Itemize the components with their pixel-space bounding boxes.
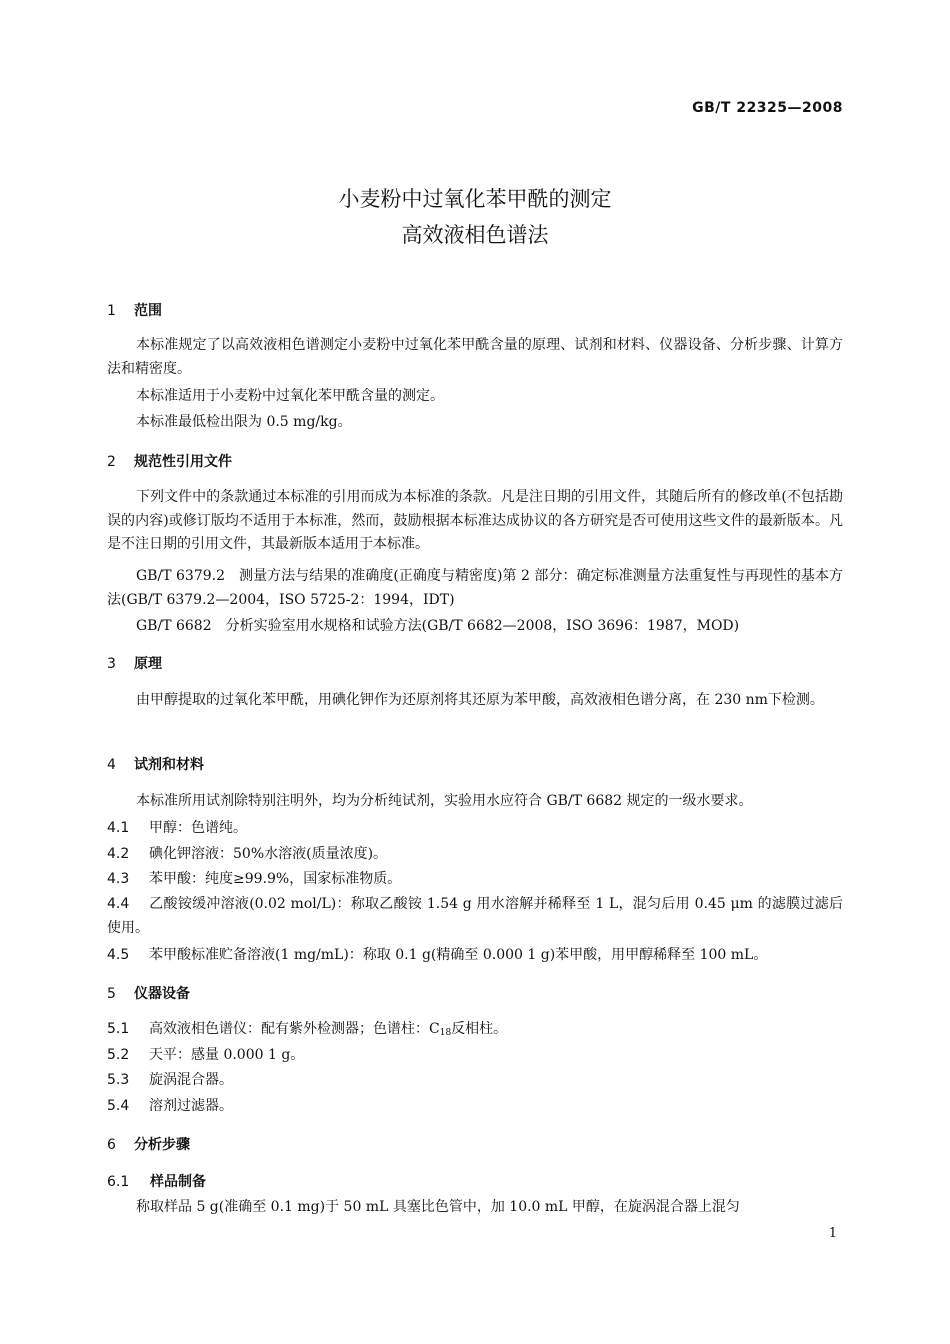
clause-number: 4.2 <box>107 846 130 862</box>
section-1-paragraph-2: 本标准适用于小麦粉中过氧化苯甲酰含量的测定。 <box>136 388 444 404</box>
clause-text: 碘化钾溶液：50%水溶液(质量浓度)。 <box>149 846 388 862</box>
clause-text: 苯甲酸标准贮备溶液(1 mg/mL)：称取 0.1 g(精确至 0.000 1 g)苯甲酸，用甲醇稀释至 100 mL。 <box>149 947 768 963</box>
section-6-1-paragraph-1: 称取样品 5 g(准确至 0.1 mg)于 50 mL 具塞比色管中，加 10.0 mL 甲醇，在旋涡混合器上混匀 <box>136 1199 740 1215</box>
clause-number: 5.2 <box>107 1047 130 1063</box>
section-1-heading <box>107 301 843 321</box>
clause-5-1 <box>107 1018 843 1046</box>
standard-code: GB/T 22325—2008 <box>692 100 843 116</box>
section-3-paragraph-1: 由甲醇提取的过氧化苯甲酰，用碘化钾作为还原剂将其还原为苯甲酸，高效液相色谱分离，在 230 nm下检测。 <box>136 692 824 708</box>
section-title: 规范性引用文件 <box>134 454 232 470</box>
clause-text: 甲醇：色谱纯。 <box>149 820 247 836</box>
clause-text: 天平：感量 0.000 1 g。 <box>149 1047 305 1063</box>
section-2-heading <box>107 452 843 472</box>
section-number: 4 <box>107 757 116 773</box>
section-4-paragraph-1: 本标准所用试剂除特别注明外，均为分析纯试剂，实验用水应符合 GB/T 6682 规定的一级水要求。 <box>136 793 753 809</box>
normative-reference-2: GB/T 6682 分析实验室用水规格和试验方法(GB/T 6682—2008，ISO 3696：1987，MOD) <box>136 618 740 634</box>
clause-5-3 <box>107 1069 843 1093</box>
clause-number: 4.5 <box>107 947 130 963</box>
clause-text: 旋涡混合器。 <box>149 1072 233 1088</box>
section-3-heading <box>107 654 843 674</box>
section-number: 1 <box>107 303 116 319</box>
title-line-1: 小麦粉中过氧化苯甲酰的测定 <box>338 187 612 211</box>
clause-4-2 <box>107 843 843 867</box>
clause-text: 高效液相色谱仪：配有紫外检测器；色谱柱：C <box>149 1021 440 1037</box>
normative-reference-1: GB/T 6379.2 测量方法与结果的准确度(正确度与精密度)第 2 部分：确定标准测量方法重复性与再现性的基本方法(GB/T 6379.2—2004，ISO 5725-2：1994，IDT) <box>107 568 843 608</box>
subscript-18: 18 <box>439 1028 452 1038</box>
clause-number: 5.3 <box>107 1072 130 1088</box>
section-4-heading <box>107 755 843 775</box>
section-number: 6 <box>107 1137 116 1153</box>
clause-number: 5.1 <box>107 1021 130 1037</box>
section-title: 原理 <box>134 656 162 672</box>
section-2-paragraph-1: 下列文件中的条款通过本标准的引用而成为本标准的条款。凡是注日期的引用文件，其随后所有的修改单(不包括勘误的内容)或修订版均不适用于本标准，然而，鼓励根据本标准达成协议的各方研究是否可使用这些文件的最新版本。凡是不注日期的引用文件，其最新版本适用于本标准。 <box>107 489 843 552</box>
section-title: 范围 <box>134 303 162 319</box>
section-1-paragraph-3: 本标准最低检出限为 0.5 mg/kg。 <box>136 414 352 430</box>
clause-text: 乙酸铵缓冲溶液(0.02 mol/L)：称取乙酸铵 1.54 g 用水溶解并稀释至 1 L，混匀后用 0.45 μm 的滤膜过滤后使用。 <box>107 896 843 936</box>
clause-number: 4.1 <box>107 820 130 836</box>
title-line-2: 高效液相色谱法 <box>401 223 549 247</box>
document-title <box>0 181 950 253</box>
section-number: 5 <box>107 986 116 1002</box>
clause-number: 4.4 <box>107 896 130 912</box>
subsection-number: 6.1 <box>107 1174 130 1190</box>
subsection-title: 样品制备 <box>150 1174 206 1190</box>
clause-4-5 <box>107 944 843 968</box>
clause-4-1 <box>107 817 843 841</box>
clause-5-4 <box>107 1095 843 1119</box>
section-6-heading <box>107 1135 843 1155</box>
clause-5-2 <box>107 1044 843 1068</box>
clause-text: 溶剂过滤器。 <box>149 1098 233 1114</box>
clause-4-3 <box>107 868 843 892</box>
section-5-heading <box>107 984 843 1004</box>
section-6-1-heading <box>107 1172 843 1192</box>
clause-text: 苯甲酸：纯度≥99.9%，国家标准物质。 <box>149 871 402 887</box>
clause-number: 5.4 <box>107 1098 130 1114</box>
section-title: 分析步骤 <box>134 1137 190 1153</box>
section-number: 2 <box>107 454 116 470</box>
section-title: 仪器设备 <box>134 986 190 1002</box>
clause-text-tail: 反相柱。 <box>451 1021 508 1037</box>
section-number: 3 <box>107 656 116 672</box>
page-number: 1 <box>828 1226 837 1241</box>
clause-number: 4.3 <box>107 871 130 887</box>
section-title: 试剂和材料 <box>134 757 204 773</box>
section-1-paragraph-1: 本标准规定了以高效液相色谱测定小麦粉中过氧化苯甲酰含量的原理、试剂和材料、仪器设备、分析步骤、计算方法和精密度。 <box>107 337 843 377</box>
clause-4-4 <box>107 893 843 940</box>
